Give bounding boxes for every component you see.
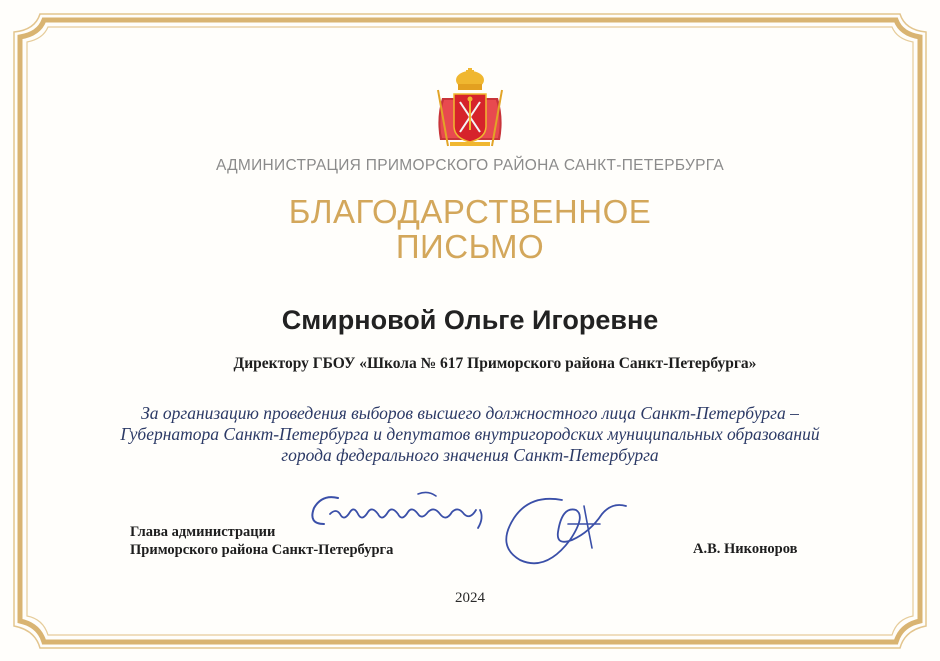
signer-title-line1: Глава администрации (130, 524, 276, 540)
document-year: 2024 (455, 590, 485, 606)
reason-line: города федерального значения Санкт-Петербурга (281, 445, 659, 465)
recipient-name: Смирновой Ольге Игоревне (281, 305, 659, 335)
organization-name: АДМИНИСТРАЦИЯ ПРИМОРСКОГО РАЙОНА САНКТ-ПЕТЕРБУРГА (215, 157, 725, 174)
reason-text (0, 403, 940, 466)
recipient-position: Директору ГБОУ «Школа № 617 Приморского района Санкт-Петербурга» (233, 355, 757, 372)
reason-line: Губернатора Санкт-Петербурга и депутатов внутригородских муниципальных образований (120, 424, 820, 444)
coat-of-arms-icon (432, 68, 508, 150)
reason-line: За организацию проведения выборов высшего должностного лица Санкт-Петербурга – (141, 403, 799, 423)
signer-title-line2: Приморского района Санкт-Петербурга (130, 542, 394, 558)
signer-name: А.В. Никоноров (693, 541, 798, 557)
document-title-line2: ПИСЬМО (395, 228, 545, 265)
handwritten-signature (300, 484, 660, 574)
document-title-line1: БЛАГОДАРСТВЕННОЕ (288, 193, 652, 230)
